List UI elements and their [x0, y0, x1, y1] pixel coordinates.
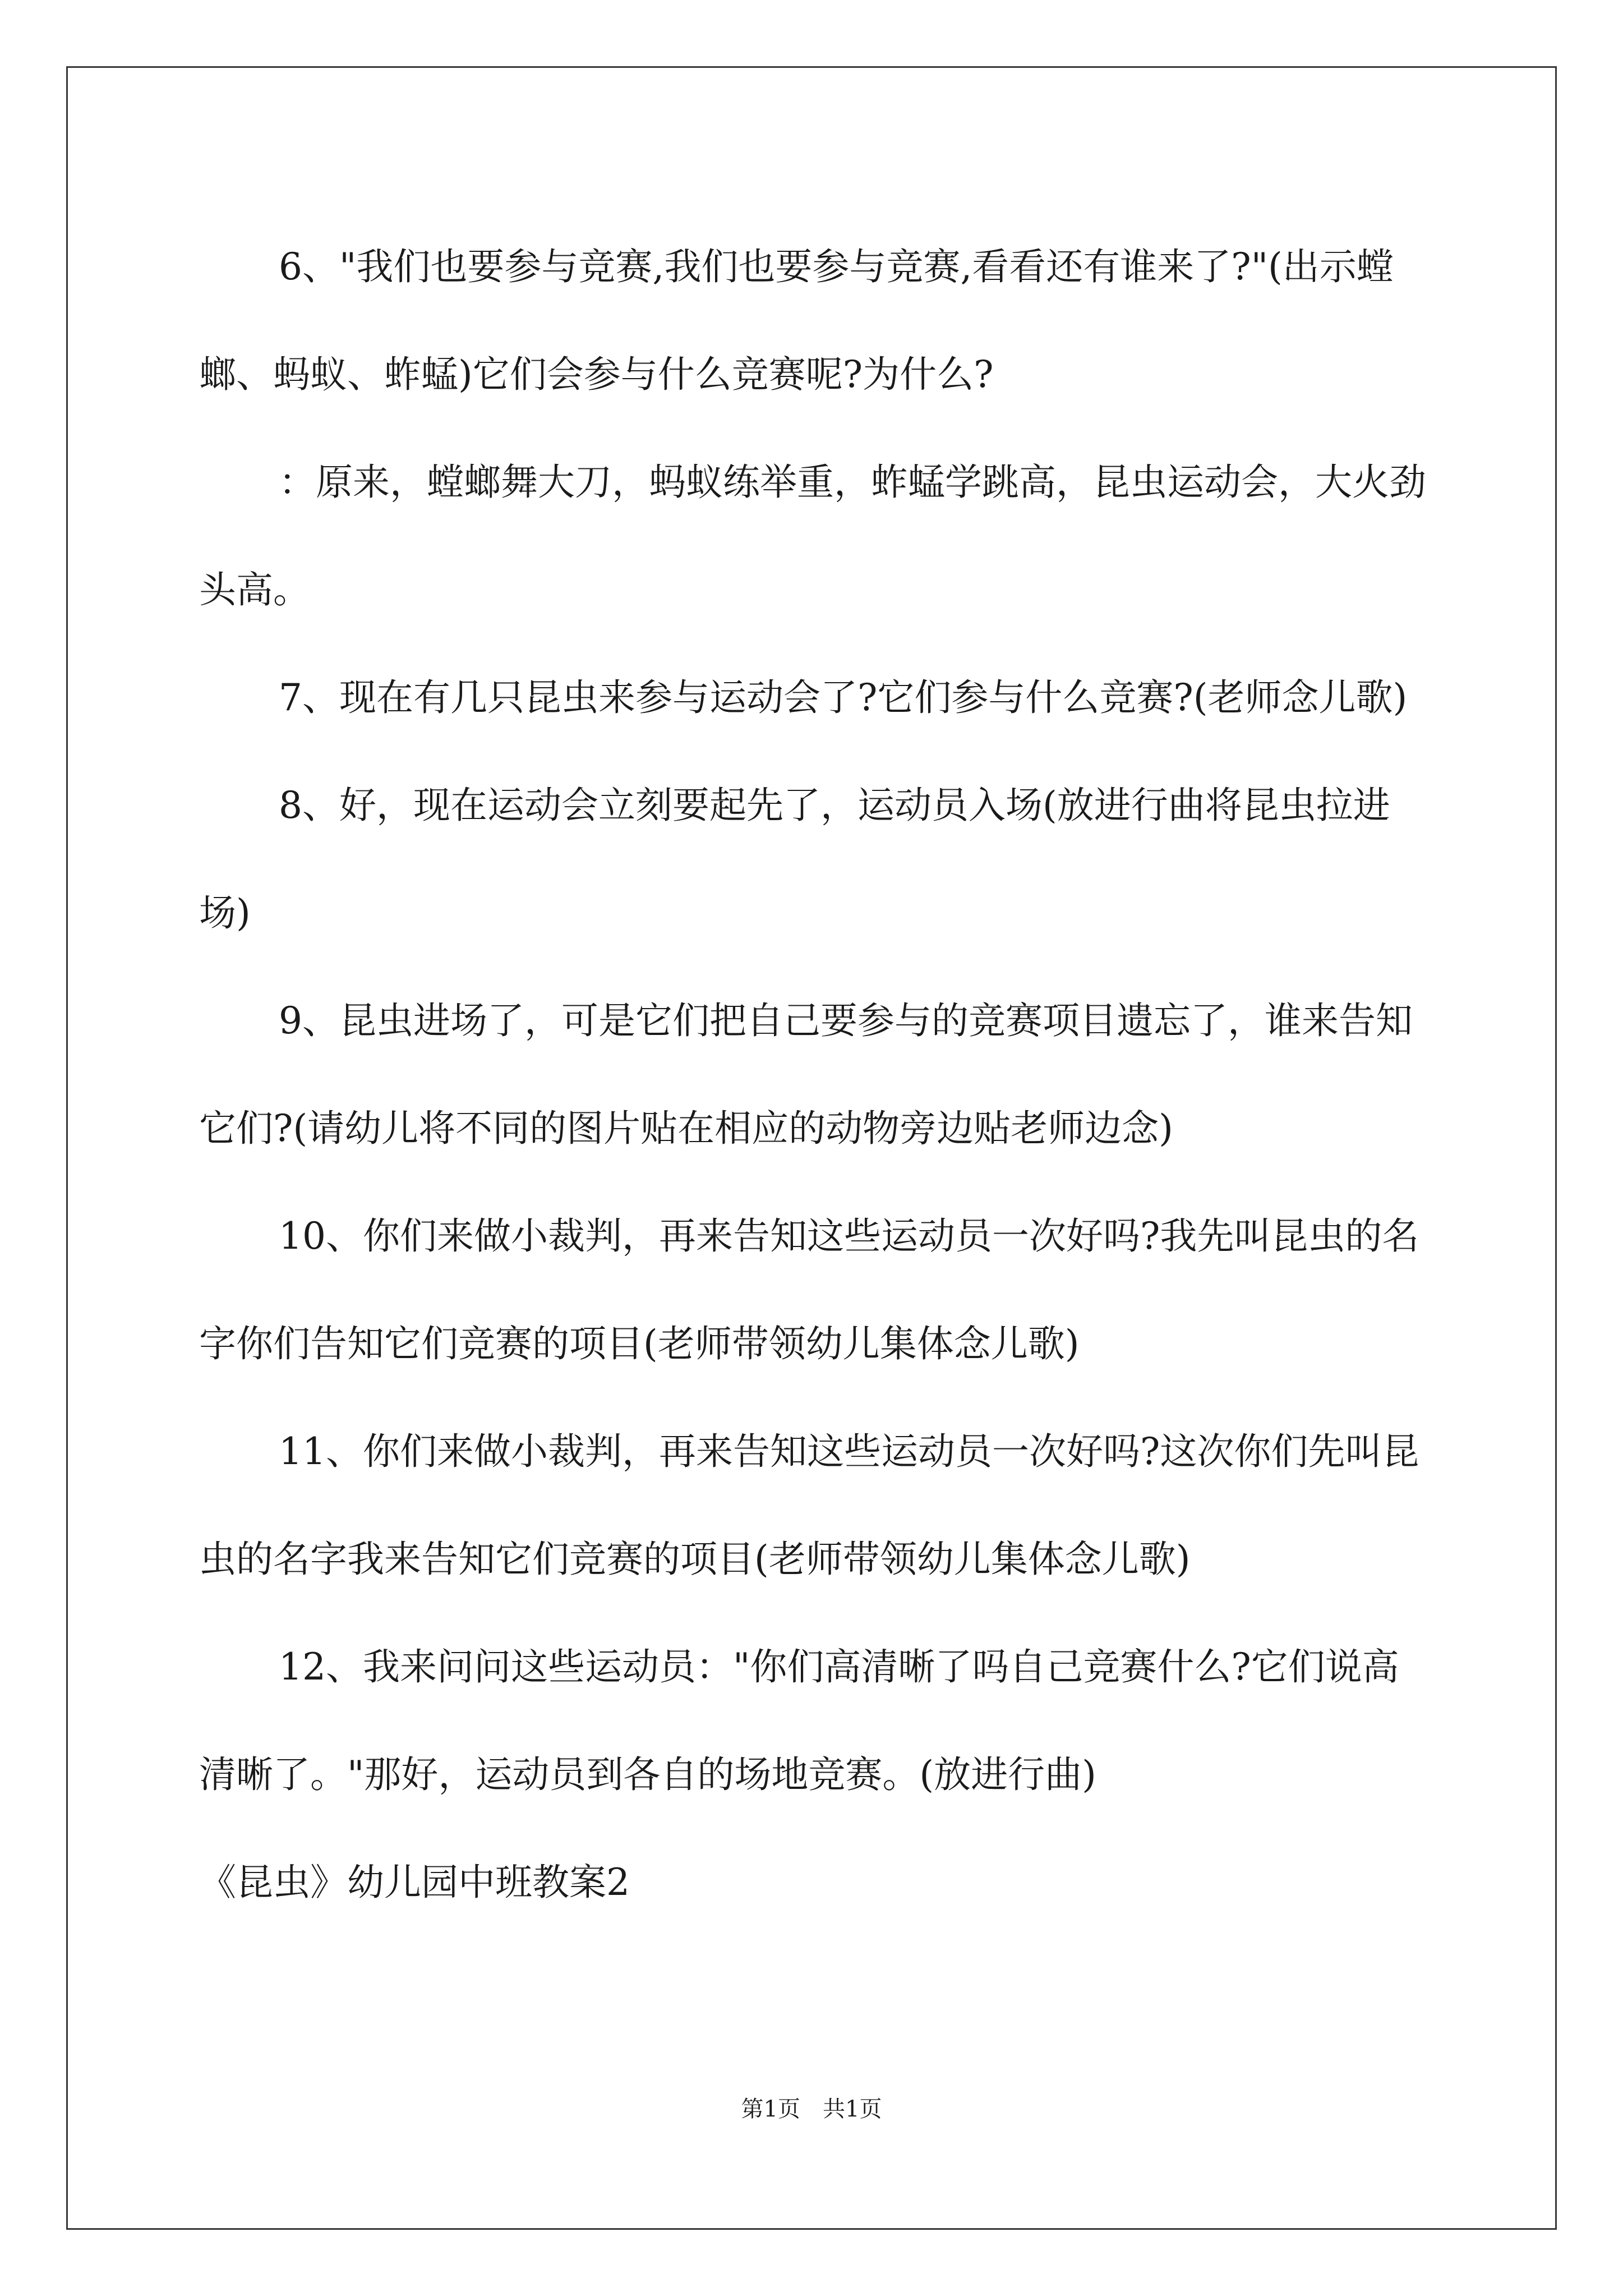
paragraph-9: 9、昆虫进场了，可是它们把自己要参与的竞赛项目遗忘了，谁来告知它们?(请幼儿将不同的图片贴在相应的动物旁边贴老师边念) [199, 999, 1413, 1150]
paragraph-7: 7、现在有几只昆虫来参与运动会了?它们参与什么竞赛?(老师念儿歌) [279, 676, 1408, 719]
page-footer: 第1页 共1页 [741, 2096, 882, 2122]
document-body [199, 213, 1433, 1936]
paragraph-6: 6、"我们也要参与竞赛,我们也要参与竞赛,看看还有谁来了?"(出示螳螂、蚂蚁、蚱蜢)它们会参与什么竞赛呢?为什么? [199, 245, 1394, 396]
paragraph-8: 8、好，现在运动会立刻要起先了，运动员入场(放进行曲将昆虫拉进场) [199, 784, 1390, 935]
section-heading: 《昆虫》幼儿园中班教案2 [199, 1861, 630, 1904]
paragraph-10: 10、你们来做小裁判，再来告知这些运动员一次好吗?我先叫昆虫的名字你们告知它们竞赛的项目(老师带领幼儿集体念儿歌) [199, 1214, 1419, 1365]
paragraph-12: 12、我来问问这些运动员："你们高清晰了吗自己竞赛什么?它们说高清晰了。"那好，运动员到各自的场地竞赛。(放进行曲) [199, 1645, 1399, 1796]
paragraph-11: 11、你们来做小裁判，再来告知这些运动员一次好吗?这次你们先叫昆虫的名字我来告知它们竞赛的项目(老师带领幼儿集体念儿歌) [199, 1430, 1419, 1581]
paragraph-summary: ：原来，螳螂舞大刀，蚂蚁练举重，蚱蜢学跳高，昆虫运动会，大火劲头高。 [199, 461, 1426, 611]
